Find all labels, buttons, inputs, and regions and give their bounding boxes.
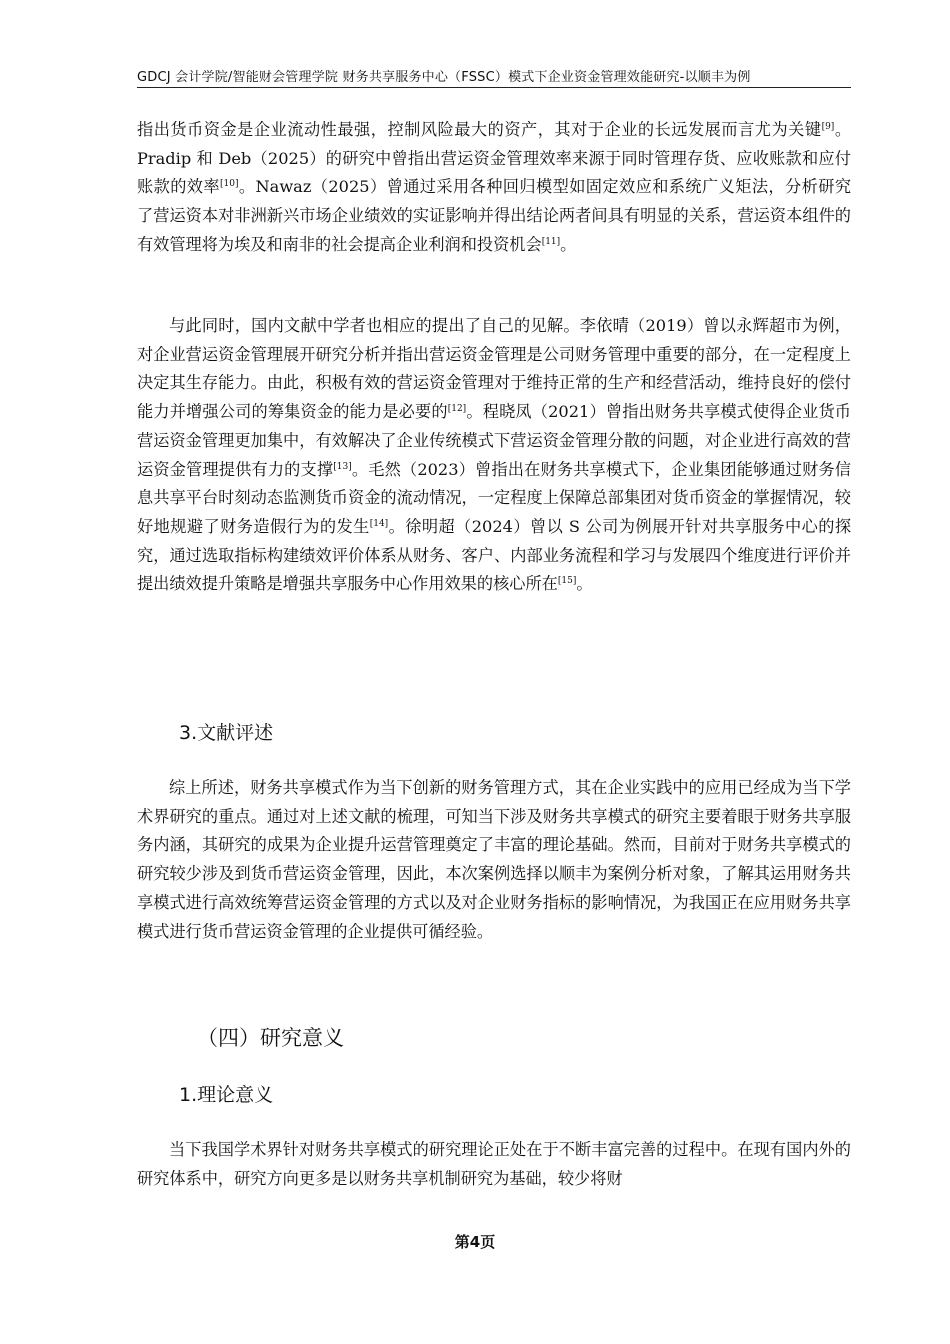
- paragraph-text: 当下我国学术界针对财务共享模式的研究理论正处在于不断丰富完善的过程中。在现有国内外的研究体系中，研究方向更多是以财务共享机制研究为基础，较少将财: [137, 1140, 851, 1188]
- section-heading-research-significance: （四）研究意义: [197, 1026, 344, 1050]
- citation-ref: [9]: [821, 122, 835, 132]
- citation-ref: [15]: [557, 576, 577, 587]
- citation-ref: [12]: [447, 404, 467, 415]
- text-run: 。程晓凤（2021）曾指出财务共享模式使得企业货币营运资金管理更加集中，有效解决了企业传统模式下营运资金管理分散的问题，对企业进行高效的营运资金管理提供有力的支撑: [137, 402, 851, 479]
- page-number: 第4页: [454, 1233, 496, 1251]
- text-run: 。Nawaz（2025）曾通过采用各种回归模型如固定效应和系统广义矩法，分析研究了营运资本对非洲新兴市场企业绩效的实证影响并得出结论两者间具有明显的关系，营运资本组件的有效管理将为埃及和南非的社会提高企业利润和投资机会: [137, 177, 852, 254]
- text-run: 。: [560, 234, 577, 254]
- paragraph-text: [137, 312, 851, 599]
- text-run: 。Pradip 和 Deb（2025）的研究中曾指出营运资金管理效率来源于同时管理存货、应收账款和应付账款的效率: [137, 120, 852, 197]
- section-heading-theoretical-significance: 1.理论意义: [179, 1084, 274, 1106]
- citation-ref: [10]: [220, 179, 239, 190]
- header-divider: [137, 87, 851, 88]
- paragraph-literature-review: [137, 774, 851, 946]
- text-run: 。徐明超（2024）曾以 S 公司为例展开针对共享服务中心的探究，通过选取指标构建绩效评价体系从财务、客户、内部业务流程和学习与发展四个维度进行评价并提出绩效提升策略是增强共享服务中心作用效果的核心所在: [137, 516, 852, 594]
- citation-ref: [13]: [333, 461, 352, 472]
- section-heading-literature-review: 3.文献评述: [179, 722, 274, 744]
- paragraph-foreign-literature: [137, 116, 851, 260]
- text-run: 指出货币资金是企业流动性最强，控制风险最大的资产，其对于企业的长远发展而言尤为关键: [137, 120, 822, 139]
- paragraph-domestic-literature: [137, 312, 851, 599]
- paragraph-text: [137, 116, 851, 260]
- paragraph-text: 综上所述，财务共享模式作为当下创新的财务管理方式，其在企业实践中的应用已经成为当下学术界研究的重点。通过对上述文献的梳理，可知当下涉及财务共享模式的研究主要着眼于财务共享服务内涵，其研究的成果为企业提升运营管理奠定了丰富的理论基础。然而，目前对于财务共享模式的研究较少涉及到货币营运资金管理，因此，本次案例选择以顺丰为案例分析对象，了解其运用财务共享模式进行高效统筹营运资金管理的方式以及对企业财务指标的影响情况，为我国正在应用财务共享模式进行货币营运资金管理的企业提供可循经验。: [137, 778, 851, 941]
- citation-ref: [11]: [541, 236, 561, 247]
- paragraph-theoretical-significance: [137, 1136, 851, 1193]
- text-run: 。毛然（2023）曾指出在财务共享模式下，企业集团能够通过财务信息共享平台时刻动态监测货币资金的流动情况，一定程度上保障总部集团对货币资金的掌握情况，较好地规避了财务造假行为的发生: [137, 459, 851, 536]
- citation-ref: [14]: [369, 518, 389, 529]
- running-header: GDCJ 会计学院/智能财会管理学院 财务共享服务中心（FSSC）模式下企业资金管理效能研究-以顺丰为例: [137, 70, 751, 85]
- text-run: 与此同时，国内文献中学者也相应的提出了自己的见解。李依晴（2019）曾以永辉超市为例，对企业营运资金管理展开研究分析并指出营运资金管理是公司财务管理中重要的部分，在一定程度上决定其生存能力。由此，积极有效的营运资金管理对于维持正常的生产和经营活动，维持良好的偿付能力并增强公司的筹集资金的能力是必要的: [137, 316, 851, 422]
- text-run: 。: [576, 574, 593, 594]
